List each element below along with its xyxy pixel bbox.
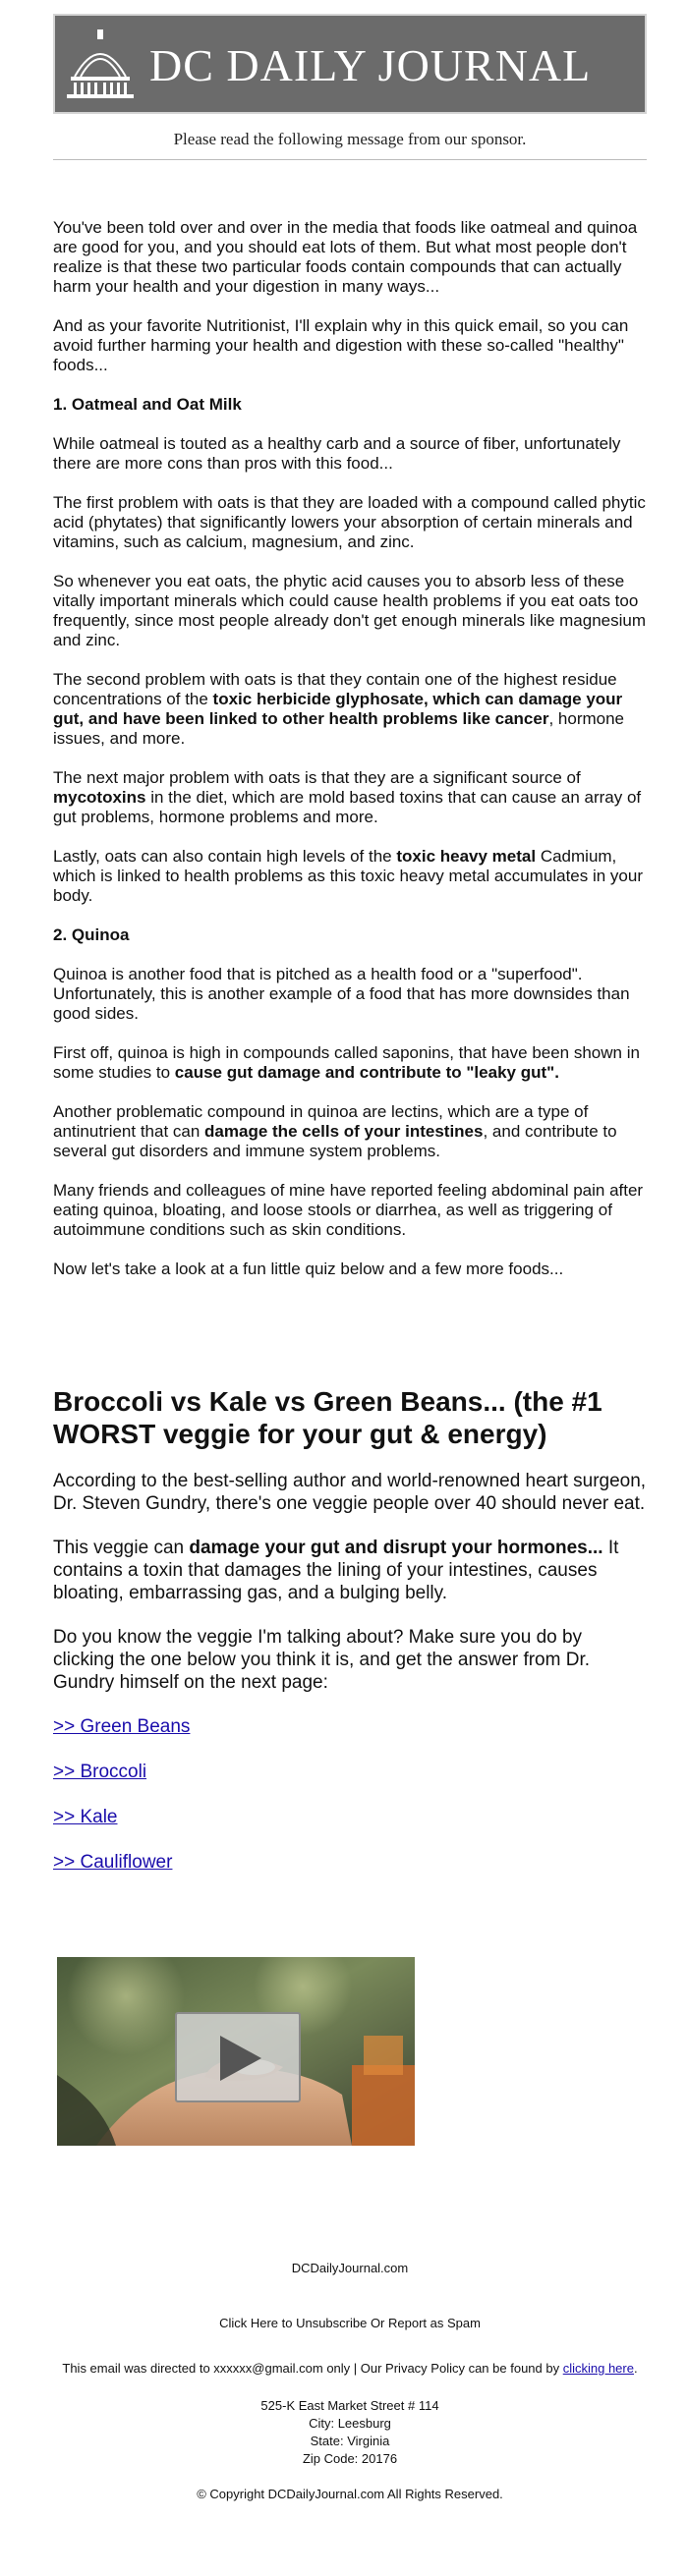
capitol-dome-icon [61,26,140,104]
intro-paragraph-2: And as your favorite Nutritionist, I'll explain why in this quick email, so you can avoid further harming your health and digestion with these so-called "healthy" foods... [53,316,629,374]
text-span: . [633,2361,638,2376]
promo-paragraph-3: Do you know the veggie I'm talking about? Make sure you do by clicking the one below you think it is, and get the answer from Dr. Gundry himself on the next page: [53,1627,590,1693]
text-span: The next major problem with oats is that they are a significant source of [53,768,581,787]
quiz-option [53,1851,647,1874]
video-thumbnail[interactable] [57,1957,415,2146]
bold-text: toxic herbicide glyphosate, which can damage your gut, and have been linked to other health problems like cancer [53,690,623,728]
play-button-icon [216,2034,263,2083]
quiz-option-cauliflower-link[interactable]: >> Cauliflower [53,1852,173,1873]
quinoa-paragraph-1: Quinoa is another food that is pitched as a health food or a "superfood". Unfortunately, this is another example of a food that has more downsides than good sides. [53,965,630,1023]
text-span: This veggie can [53,1538,190,1558]
quiz-option [53,1715,647,1738]
email-footer [53,2260,647,2503]
article-body [53,218,647,1299]
quiz-option-green-beans-link[interactable]: >> Green Beans [53,1716,191,1737]
text-span: Cadmium, which is linked to health problems as this toxic heavy metal accumulates in your body. [53,847,644,905]
bold-text: cause gut damage and contribute to "leaky gut". [174,1063,559,1082]
text-span: , and contribute to several gut disorders and immune system problems. [53,1122,617,1160]
unsubscribe-link[interactable]: Click Here to Unsubscribe Or Report as Spam [219,2316,481,2330]
oat-paragraph-2: The first problem with oats is that they are loaded with a compound called phytic acid (phytates) that significantly lowers your absorption of certain minerals and vitamins, such as calcium, magnesium, and zinc. [53,493,646,551]
quinoa-paragraph-2 [53,1043,647,1083]
bold-text: damage the cells of your intestines [204,1122,484,1141]
promo-paragraph-2 [53,1537,647,1604]
text-span: , hormone issues, and more. [53,709,625,748]
bold-text: damage your gut and disrupt your hormones... [189,1538,603,1558]
oat-paragraph-6 [53,847,647,906]
sponsor-notice: Please read the following message from our sponsor. [53,114,647,160]
quiz-option [53,1806,647,1828]
intro-paragraph-1: You've been told over and over in the media that foods like oatmeal and quinoa are good for you, and you should eat lots of them. But what most people don't realize is that these two particular foods contain compounds that can actually harm your health and your digestion in many ways... [53,218,638,296]
text-span: in the diet, which are mold based toxins that can cause an array of gut problems, hormone problems and more. [53,788,642,826]
oat-paragraph-4 [53,670,647,749]
email-header [53,14,647,160]
promo-paragraph-1: According to the best-selling author and world-renowned heart surgeon, Dr. Steven Gundry, there's one veggie people over 40 should never eat. [53,1471,647,1514]
masthead-banner[interactable] [53,14,647,114]
quinoa-paragraph-3 [53,1102,647,1161]
text-span: Another problematic compound in quinoa are lectins, which are a type of antinutrient that can [53,1102,589,1141]
footer-address-city: City: Leesburg [309,2416,391,2431]
quinoa-paragraph-4: Many friends and colleagues of mine have reported feeling abdominal pain after eating quinoa, bloating, and loose stools or diarrhea, as well as triggering of autoimmune conditions such as skin conditions. [53,1181,644,1239]
quiz-option [53,1761,647,1783]
bold-text: mycotoxins [53,788,146,807]
play-button[interactable] [175,2012,301,2102]
oat-paragraph-3: So whenever you eat oats, the phytic acid causes you to absorb less of these vitally important minerals which could cause health problems if you eat oats too frequently, since most people already don't get enough minerals like magnesium and zinc. [53,572,646,649]
oat-paragraph-5 [53,768,647,827]
section-heading-quinoa: 2. Quinoa [53,925,130,944]
privacy-policy-link[interactable]: clicking here [562,2361,634,2376]
bold-text: toxic heavy metal [396,847,537,866]
brand-title: DC DAILY JOURNAL [149,40,592,90]
text-span: The second problem with oats is that they contain one of the highest residue concentrations of the [53,670,617,708]
promo-headline: Broccoli vs Kale vs Green Beans... (the #1 WORST veggie for your gut & energy) [53,1386,602,1449]
oat-paragraph-1: While oatmeal is touted as a healthy carb and a source of fiber, unfortunately there are more cons than pros with this food... [53,434,621,473]
quiz-option-broccoli-link[interactable]: >> Broccoli [53,1762,147,1782]
footer-address-zip: Zip Code: 20176 [302,2451,398,2466]
quinoa-paragraph-5: Now let's take a look at a fun little quiz below and a few more foods... [53,1260,564,1278]
text-span: It contains a toxin that damages the lining of your intestines, causes bloating, embarrassing gas, and a bulging belly. [53,1538,619,1603]
quiz-option-kale-link[interactable]: >> Kale [53,1807,118,1827]
text-span: Lastly, oats can also contain high levels of the [53,847,397,866]
promo-section [53,1385,647,1896]
text-span: First off, quinoa is high in compounds called saponins, that have been shown in some studies to [53,1043,640,1082]
footer-site-name: DCDailyJournal.com [291,2261,409,2275]
footer-address-street: 525-K East Market Street # 114 [260,2398,439,2413]
footer-directed-notice [53,2360,647,2378]
footer-copyright: © Copyright DCDailyJournal.com All Rights Reserved. [197,2487,503,2501]
footer-address-state: State: Virginia [310,2434,390,2448]
text-span: This email was directed to xxxxxx@gmail.com only | Our Privacy Policy can be found by [62,2361,563,2376]
section-heading-oatmeal: 1. Oatmeal and Oat Milk [53,395,242,414]
